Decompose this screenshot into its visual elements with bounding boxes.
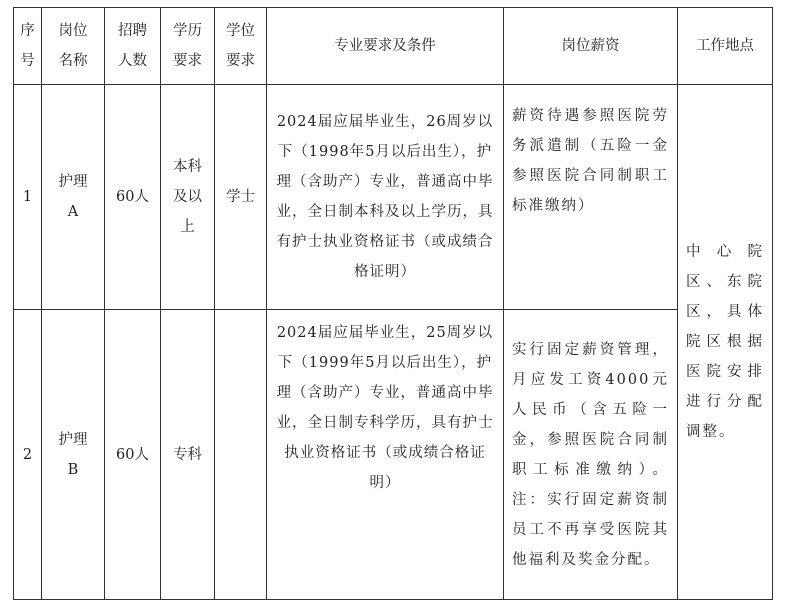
row-salary [504, 310, 678, 600]
recruitment-table [13, 7, 773, 600]
row-education: 本科 及以 上 [161, 85, 215, 310]
row-requirements [267, 310, 504, 600]
header-location: 工作地点 [678, 8, 773, 85]
row-position: 护理 A [42, 85, 105, 310]
header-seq: 序 号 [14, 8, 42, 85]
row-count: 60人 [105, 310, 161, 600]
requirements-text: 2024届应届毕业生，25周岁以下（1999年5月以后出生），护理（含助产）专业，普通高中毕业，全日制专科学历，具有护士执业资格证书（或成绩合格证明） [276, 325, 494, 491]
header-position: 岗位 名称 [42, 8, 105, 85]
header-requirements: 专业要求及条件 [267, 8, 504, 85]
salary-text: 实行固定薪资管理，月应发工资4000元人民币（含五险一金，参照医院合同制职工标准缴纳）。注：实行固定薪资制员工不再享受医院其他福利及奖金分配。 [512, 341, 669, 568]
location-cell [678, 85, 773, 600]
table-row [14, 310, 773, 600]
row-seq: 1 [14, 85, 42, 310]
row-degree [215, 310, 267, 600]
row-seq: 2 [14, 310, 42, 600]
row-salary [504, 85, 678, 310]
row-requirements [267, 85, 504, 310]
salary-text: 薪资待遇参照医院劳务派遣制（五险一金参照医院合同制职工标准缴纳） [512, 108, 669, 214]
row-position: 护理 B [42, 310, 105, 600]
row-count: 60人 [105, 85, 161, 310]
row-degree: 学士 [215, 85, 267, 310]
header-count: 招聘 人数 [105, 8, 161, 85]
header-salary: 岗位薪资 [504, 8, 678, 85]
requirements-text: 2024届应届毕业生，26周岁以下（1998年5月以后出生），护理（含助产）专业，普通高中毕业，全日制本科及以上学历，具有护士执业资格证书（或成绩合格证明） [276, 114, 494, 280]
table-row [14, 85, 773, 310]
header-row [14, 8, 773, 85]
location-text: 中心院区、东院区，具体院区根据医院安排进行分配调整。 [686, 244, 764, 440]
header-degree: 学位 要求 [215, 8, 267, 85]
row-education: 专科 [161, 310, 215, 600]
header-education: 学历 要求 [161, 8, 215, 85]
